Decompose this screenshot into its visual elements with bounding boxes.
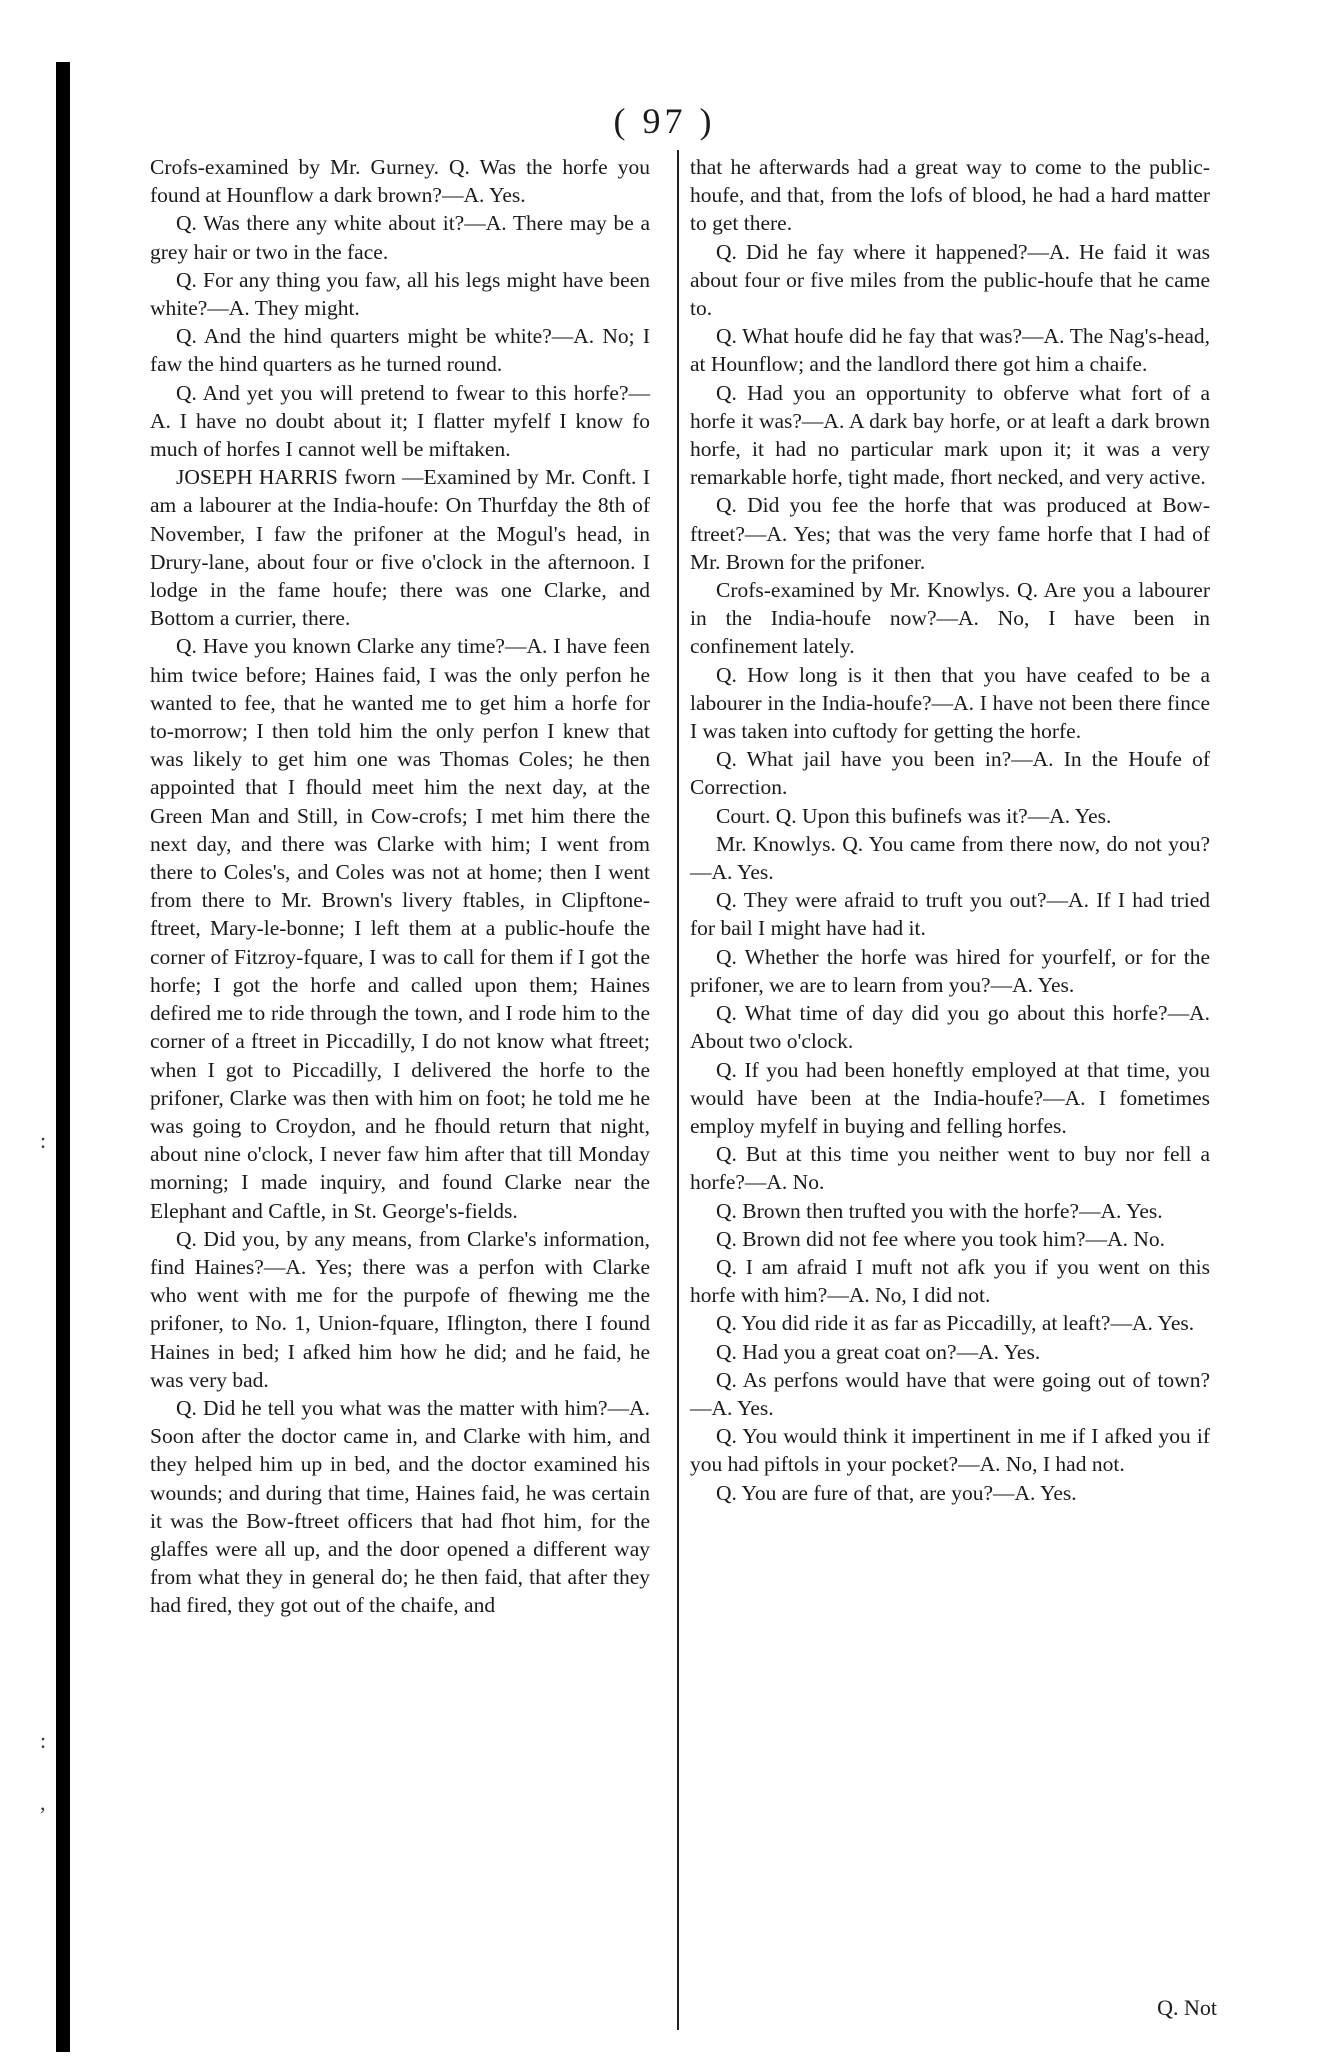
- paragraph: Q. As perfons would have that were going out of town?—A. Yes.: [690, 1367, 1210, 1420]
- paragraph: JOSEPH HARRIS fworn —Examined by Mr. Conft. I am a labourer at the India-houfe: On Thurfday the 8th of November, I faw the prifoner at the Mogul's head, in Drury-lane, about four or five o'clock in the afternoon. I lodge in the fame houfe; there was one Clarke, and Bottom a currier, there.: [150, 465, 650, 631]
- paragraph: Q. I am afraid I muft not afk you if you went on this horfe with him?—A. No, I did not.: [690, 1254, 1210, 1308]
- margin-mark: ,: [40, 1790, 46, 1815]
- paragraph: Q. Did you, by any means, from Clarke's information, find Haines?—A. Yes; there was a perfon with Clarke who went with me for the purpofe of fhewing me the prifoner, to No. 1, Union-fquare, Iflington, there I found Haines in bed; I afked him how he did; and he faid, he was very bad.: [150, 1226, 650, 1392]
- column-divider: [677, 150, 679, 2030]
- paragraph: Mr. Knowlys. Q. You came from there now, do not you?—A. Yes.: [690, 831, 1210, 885]
- margin-mark: :: [40, 1728, 47, 1753]
- paragraph: Q. Did you fee the horfe that was produced at Bow-ftreet?—A. Yes; that was the very fame horfe that I had of Mr. Brown for the prifoner.: [690, 493, 1210, 574]
- paragraph: Q. What houfe did he fay that was?—A. The Nag's-head, at Hounflow; and the landlord there got him a chaife.: [690, 324, 1210, 377]
- margin-mark: :: [40, 1128, 47, 1153]
- paragraph: Q. You would think it impertinent in me if I afked you if you had piftols in your pocket?—A. No, I had not.: [690, 1424, 1210, 1477]
- paragraph: that he afterwards had a great way to come to the public-houfe, and that, from the lofs of blood, he had a hard matter to get there.: [690, 155, 1210, 236]
- paragraph: Q. You are fure of that, are you?—A. Yes.: [716, 1480, 1077, 1505]
- paragraph: Court. Q. Upon this bufinefs was it?—A. Yes.: [716, 803, 1112, 828]
- paragraph: Q. Brown then trufted you with the horfe?—A. Yes.: [716, 1198, 1163, 1223]
- page-edge-bar: [56, 62, 70, 2052]
- paragraph: Q. If you had been honeftly employed at that time, you would have been at the India-houfe?—A. I fometimes employ myfelf in buying and felling horfes.: [690, 1057, 1210, 1138]
- paragraph: Q. Did he fay where it happened?—A. He faid it was about four or five miles from the public-houfe that he came to.: [690, 239, 1210, 321]
- paragraph: Q. Had you an opportunity to obferve what fort of a horfe it was?—A. A dark bay horfe, or at leaft a dark brown horfe, it had no particular mark upon it; it was a very remarkable horfe, tight made, fhort necked, and very active.: [690, 380, 1210, 490]
- paragraph: Crofs-examined by Mr. Gurney. Q. Was the horfe you found at Hounflow a dark brown?—A. Yes.: [150, 155, 650, 208]
- paragraph: Crofs-examined by Mr. Knowlys. Q. Are you a labourer in the India-houfe now?—A. No, I have been in confinement lately.: [690, 578, 1210, 659]
- paragraph: Q. Whether the horfe was hired for yourfelf, or for the prifoner, we are to learn from you?—A. Yes.: [690, 944, 1210, 997]
- paragraph: Q. Brown did not fee where you took him?—A. No.: [716, 1226, 1166, 1251]
- paragraph: Q. Had you a great coat on?—A. Yes.: [716, 1339, 1041, 1364]
- paragraph: Q. Have you known Clarke any time?—A. I have feen him twice before; Haines faid, I was the only perfon he wanted to fee, that he wanted me to get him a horfe for to-morrow; I then told him the only perfon I knew that was likely to get him one was Thomas Coles; he then appointed that I fhould meet him the next day, at the Green Man and Still, in Cow-crofs; I met him there the next day, and there was Clarke with him; I went from there to Coles's, and Coles was not at home; then I went from there to Mr. Brown's livery ftables, in Clipftone-ftreet, Mary-le-bonne; I left them at a public-houfe the corner of Fitzroy-fquare, I was to call for them if I got the horfe; I got the horfe and called upon them; Haines defired me to ride through the town, and I rode him to the corner of a ftreet in Piccadilly, I do not know what ftreet; when I got to Piccadilly, I delivered the horfe to the prifoner, Clarke was then with him on foot; he told me he was going to Croydon, and he fhould return that night, about nine o'clock, I never faw him after that till Monday morning; I made inquiry, and found Clarke near the Elephant and Caftle, in St. George's-fields.: [150, 634, 650, 1223]
- paragraph: Q. You did ride it as far as Piccadilly, at leaft?—A. Yes.: [716, 1311, 1195, 1336]
- page-number: ( 97 ): [613, 101, 716, 141]
- paragraph: Q. But at this time you neither went to buy nor fell a horfe?—A. No.: [690, 1142, 1210, 1195]
- left-column: [150, 153, 650, 1620]
- paragraph: Q. Did he tell you what was the matter with him?—A. Soon after the doctor came in, and Clarke with him, and they helped him up in bed, and the doctor examined his wounds; and during that time, Haines faid, he was certain it was the Bow-ftreet officers that had fhot him, for the glaffes were all up, and the door opened a different way from what they in general do; he then faid, that after they had fired, they got out of the chaife, and: [150, 1395, 650, 1618]
- paragraph: Q. Was there any white about it?—A. There may be a grey hair or two in the face.: [150, 211, 650, 264]
- paragraph: Q. And the hind quarters might be white?—A. No; I faw the hind quarters as he turned round.: [150, 324, 650, 377]
- paragraph: Q. How long is it then that you have ceafed to be a labourer in the India-houfe?—A. I have not been there fince I was taken into cuftody for getting the horfe.: [690, 662, 1210, 744]
- paragraph: Q. And yet you will pretend to fwear to this horfe?—A. I have no doubt about it; I flatter myfelf I know fo much of horfes I cannot well be miftaken.: [150, 380, 650, 462]
- right-column: [690, 153, 1210, 1507]
- paragraph: Q. For any thing you faw, all his legs might have been white?—A. They might.: [150, 267, 650, 321]
- paragraph: Q. What jail have you been in?—A. In the Houfe of Correction.: [690, 747, 1210, 800]
- catchword: Q. Not: [1157, 1995, 1217, 2020]
- paragraph: Q. They were afraid to truft you out?—A. If I had tried for bail I might have had it.: [690, 888, 1210, 941]
- paragraph: Q. What time of day did you go about this horfe?—A. About two o'clock.: [690, 1001, 1210, 1054]
